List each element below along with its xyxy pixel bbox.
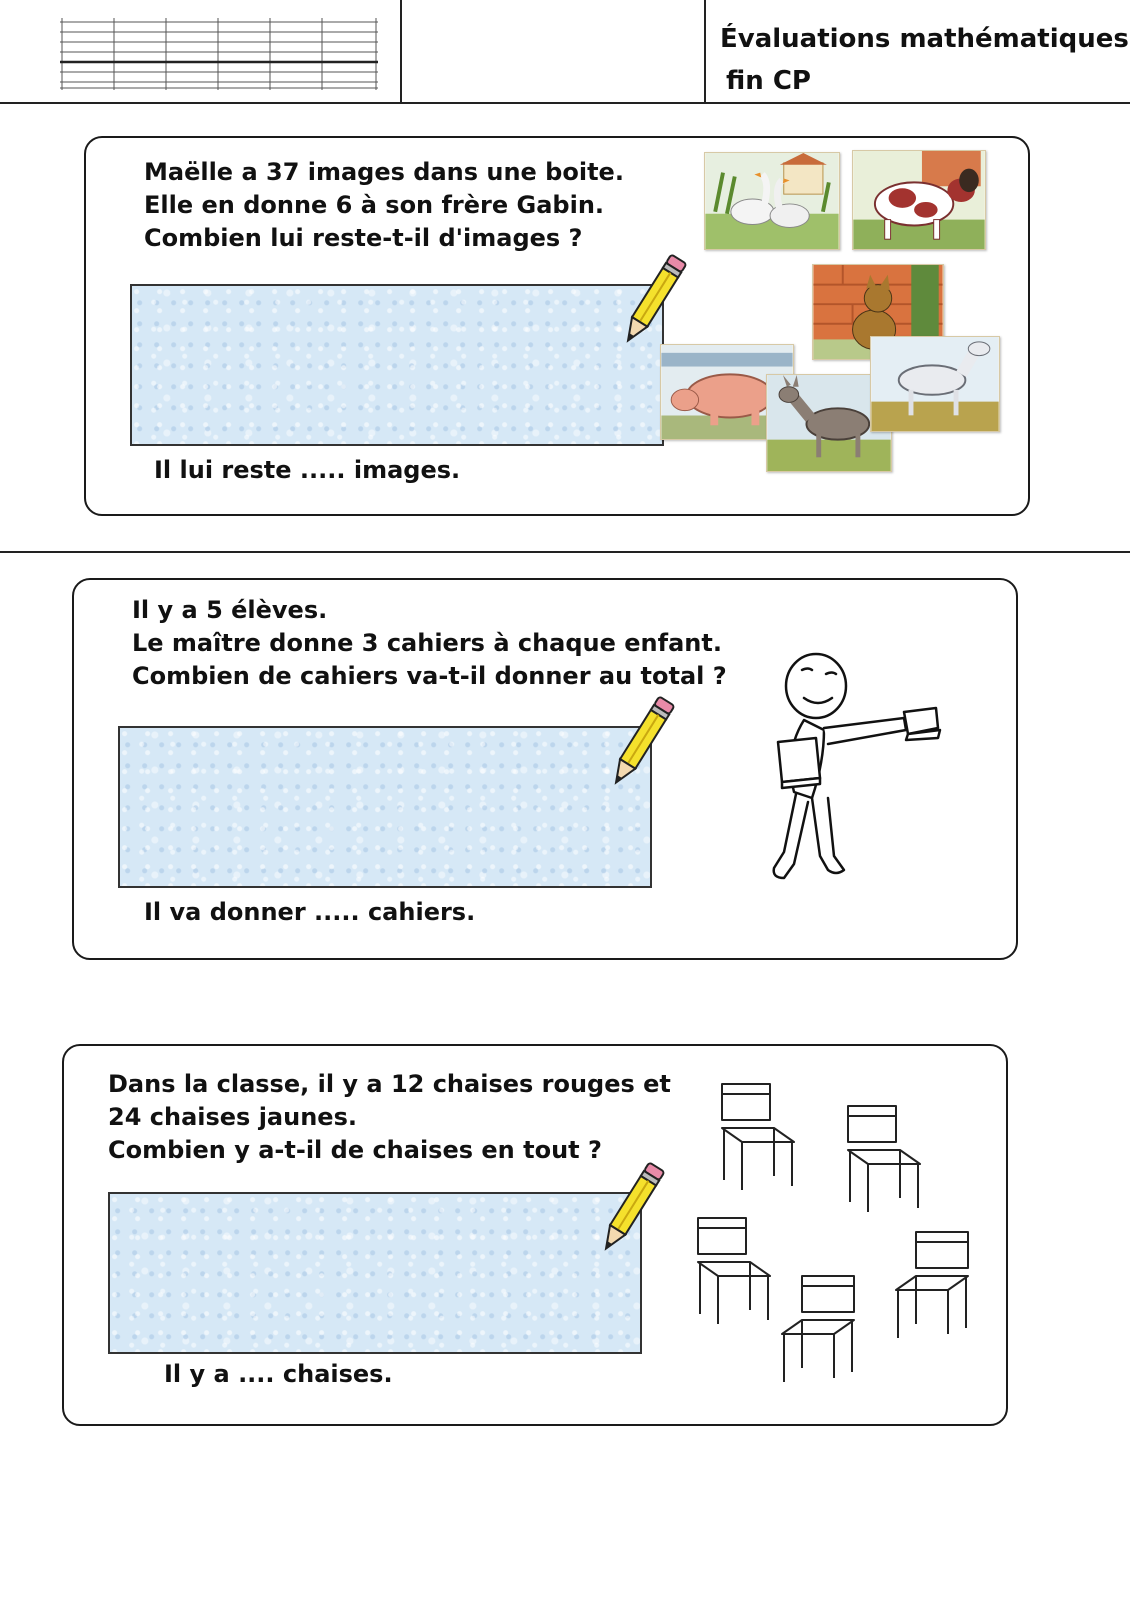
question-line: Dans la classe, il y a 12 chaises rouges et (108, 1070, 671, 1098)
cow-icon (852, 150, 986, 250)
page-title (720, 18, 1129, 102)
question-line: Combien lui reste-t-il d'images ? (144, 224, 583, 252)
answer-work-area[interactable] (118, 726, 652, 888)
answer-sentence: Il y a .... chaises. (164, 1360, 393, 1388)
question-line: Combien y a-t-il de chaises en tout ? (108, 1136, 602, 1164)
page-header (0, 0, 1130, 104)
question-line: Elle en donne 6 à son frère Gabin. (144, 191, 605, 219)
chair-icon (892, 1228, 972, 1340)
question-line: Il y a 5 élèves. (132, 596, 328, 624)
exercise-3 (62, 1044, 1008, 1426)
answer-sentence: Il va donner ..... cahiers. (144, 898, 476, 926)
chair-icon (694, 1214, 774, 1326)
question-text (144, 156, 624, 255)
question-line: Maëlle a 37 images dans une boite. (144, 158, 624, 186)
answer-work-area[interactable] (130, 284, 664, 446)
pencil-icon (614, 244, 694, 354)
question-line: 24 chaises jaunes. (108, 1103, 357, 1131)
section-divider (0, 551, 1130, 553)
chair-icon (844, 1102, 924, 1214)
chair-icon (718, 1080, 798, 1192)
question-text (108, 1068, 671, 1167)
horse-icon (870, 336, 1000, 432)
exercise-1 (84, 136, 1030, 516)
header-divider (400, 0, 402, 104)
question-line: Le maître donne 3 cahiers à chaque enfant. (132, 629, 722, 657)
name-writing-lines (60, 18, 378, 90)
answer-sentence: Il lui reste ..... images. (154, 456, 461, 484)
exercise-2 (72, 578, 1018, 960)
pencil-icon (602, 686, 682, 796)
question-text (132, 594, 727, 693)
pencil-icon (592, 1152, 672, 1262)
chair-icon (778, 1272, 858, 1384)
teacher-icon (764, 642, 964, 892)
header-divider (704, 0, 706, 104)
title-line: Évaluations mathématiques (720, 24, 1129, 54)
title-line: fin CP (726, 66, 811, 96)
question-line: Combien de cahiers va-t-il donner au total ? (132, 662, 727, 690)
goose-icon (704, 152, 840, 250)
answer-work-area[interactable] (108, 1192, 642, 1354)
